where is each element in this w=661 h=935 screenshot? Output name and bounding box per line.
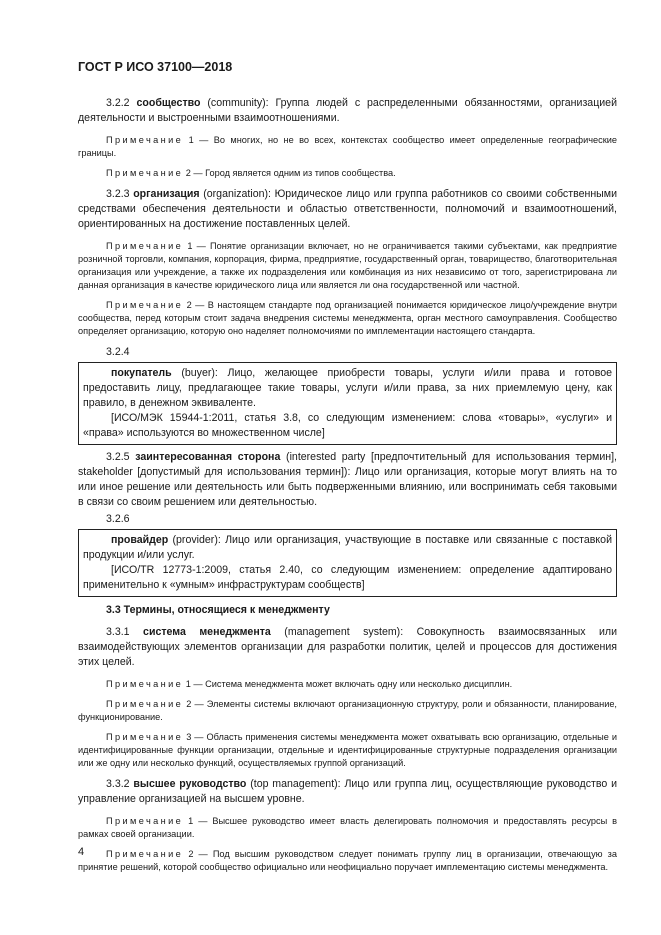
- note-text: 2 — Город является одним из типов сообщества.: [185, 168, 396, 178]
- note: [78, 134, 617, 160]
- term-name: заинтересованная сторона: [135, 451, 281, 463]
- note-text: 1 — Во многих, но не во всех, контекстах сообщество имеет определенные географические границы.: [78, 135, 617, 158]
- term-name: организация: [133, 188, 200, 200]
- term-name: система менеджмента: [143, 626, 271, 638]
- term-definition: (interested party [предпочтительный для использования термин], stakeholder [допустимый для использования термин]): Лицо или организация, которые могут влиять на то или иное решение или деятельность или быть подверженными влиянию, или воспринимать себя таковыми в связи со своим решением или деятельностью.: [78, 451, 617, 508]
- note-text: 1 — Высшее руководство имеет власть делегировать полномочия и предоставлять ресурсы в рамках своей организации.: [78, 816, 617, 839]
- term-source: [ИСО/МЭК 15944-1:2011, статья 3.8, со следующим изменением: слова «товары», «услуги» и «права» используются во множественном числе]: [83, 412, 612, 439]
- term-3-2-3: [78, 187, 617, 232]
- note: [78, 731, 617, 770]
- clause-number: 3.2.6: [106, 513, 130, 525]
- note-text: 2 — Под высшим руководством следует понимать группу лиц в организации, отвечающую за принятие решений, которой сообщество официально или неофициально поручает имплементацию системы менеджмента.: [78, 849, 617, 872]
- term-3-3-2: [78, 777, 617, 807]
- term-definition: (buyer): Лицо, желающее приобрести товары, услуги и/или права и готовое предоставить лицу, предлагающее такие товары, услуги и/или права, за них приемлемую цену, как правило, в денежном эквиваленте.: [83, 367, 612, 409]
- term-definition: (organization): Юридическое лицо или группа работников со своими собственными средствами обеспечения деятельности и областью ответственности, полномочий и взаимоотношений, ориентированных на достижение поставленных целей.: [78, 188, 617, 230]
- clause-number: 3.2.4: [106, 346, 130, 358]
- term-definition: (provider): Лицо или организация, участвующие в поставке или связанные с поставкой продукции и/или услуг.: [83, 534, 612, 561]
- note-label: Примечание: [106, 679, 184, 689]
- section-heading: 3.3 Термины, относящиеся к менеджменту: [106, 604, 330, 616]
- note-label: Примечание: [106, 241, 184, 251]
- note: [78, 167, 617, 180]
- clause-number: 3.2.3: [106, 188, 130, 200]
- term-definition-para: [83, 533, 612, 563]
- term-definition: (community): Группа людей с распределенными обязанностями, организацией деятельности и выстроенными взаимоотношениями.: [78, 97, 617, 124]
- term-name: покупатель: [111, 367, 172, 379]
- note-label: Примечание: [106, 699, 184, 709]
- note: [78, 299, 617, 338]
- note-label: Примечание: [106, 816, 184, 826]
- note-label: Примечание: [106, 849, 184, 859]
- term-source: [ИСО/TR 12773-1:2009, статья 2.40, со следующим изменением: определение адаптировано применительно к «умным» инфраструктурам сообществ]: [83, 564, 612, 591]
- note: [78, 678, 617, 691]
- term-name: провайдер: [111, 534, 169, 546]
- clause-number: 3.3.1: [106, 626, 130, 638]
- note-text: 2 — Элементы системы включают организационную структуру, роли и обязанности, планирование, функционирование.: [78, 699, 617, 722]
- term-definition: (management system): Совокупность взаимосвязанных или взаимодействующих элементов организации для разработки политик, целей и процессов для достижения этих целей.: [78, 626, 617, 668]
- term-definition: (top management): Лицо или группа лиц, осуществляющие руководство и управление организацией на высшем уровне.: [78, 778, 618, 805]
- document-header: ГОСТ Р ИСО 37100—2018: [78, 60, 233, 74]
- note-label: Примечание: [106, 135, 184, 145]
- term-3-2-2: [78, 96, 617, 126]
- term-box-3-2-4: [78, 362, 617, 445]
- page-number: 4: [78, 846, 85, 858]
- clause-number: 3.3.2: [106, 778, 130, 790]
- note: [78, 848, 617, 874]
- note-text: 3 — Область применения системы менеджмента может охватывать всю организацию, отдельные и идентифицированные функции организации, отдельные и идентифицированные структурные подразделения организации или же одну или несколько функций, осуществляемых группой организаций.: [78, 732, 617, 768]
- note: [78, 240, 617, 292]
- term-3-2-5: [78, 450, 617, 510]
- note: [78, 815, 617, 841]
- note-label: Примечание: [106, 300, 184, 310]
- note-text: 1 — Понятие организации включает, но не ограничивается такими субъектами, как предприятие розничной торговли, компания, корпорация, фирма, предприятие, государственный орган, товарищество, благотворительная организация или учреждение, а также их подразделения или комбинация из них независимо от того, зарегистрирована ли данная организация в качестве юридического лица или является ли она государственной или частной.: [78, 241, 617, 290]
- term-name: высшее руководство: [133, 778, 247, 790]
- term-3-3-1: [78, 625, 617, 670]
- note-text: 1 — Система менеджмента может включать одну или несколько дисциплин.: [185, 679, 513, 689]
- clause-number: 3.2.5: [106, 451, 130, 463]
- note-label: Примечание: [106, 168, 184, 178]
- note-label: Примечание: [106, 732, 184, 742]
- term-box-3-2-6: [78, 529, 617, 597]
- note: [78, 698, 617, 724]
- clause-number: 3.2.2: [106, 97, 130, 109]
- term-name: сообщество: [136, 97, 201, 109]
- note-text: 2 — В настоящем стандарте под организацией понимается юридическое лицо/учреждение внутри сообщества, перед которым стоит задача внедрения системы менеджмента, орган местного самоуправления. Сообщество определяет организацию, которую оно наделяет полномочиями по имплементации настоящего стандарта.: [78, 300, 617, 336]
- term-definition-para: [83, 366, 612, 411]
